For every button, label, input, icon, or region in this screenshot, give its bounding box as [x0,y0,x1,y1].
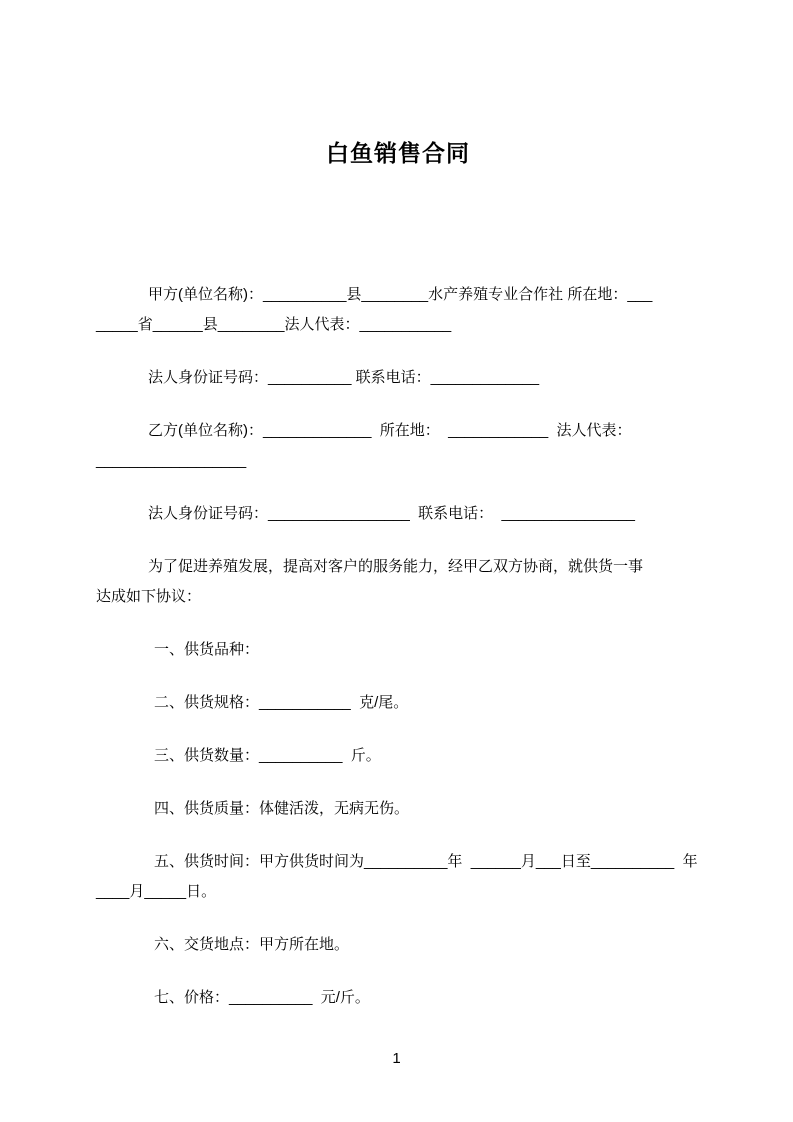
document-title: 白鱼销售合同 [326,140,470,166]
text-line: 甲方(单位名称)：__________县________水产养殖专业合作社 所在地：___ [148,286,653,303]
paragraph-party-b [96,416,700,476]
text-line: 达成如下协议： [96,588,202,605]
clause-2-spec [96,688,700,718]
text-line: 七、价格：__________ 元/斤。 [154,989,370,1006]
clause-6-place [96,930,700,960]
text-line: __________________ [96,452,247,469]
paragraph-party-a [96,280,700,340]
page-number: 1 [392,1050,401,1067]
text-line: 五、供货时间：甲方供货时间为__________年 ______月___日至__________ 年 [154,853,698,870]
text-line: 六、交货地点：甲方所在地。 [154,936,350,953]
clause-3-quantity [96,741,700,771]
text-line: 乙方(单位名称)：_____________ 所在地： ____________ 法人代表： [148,422,632,439]
text-line: 三、供货数量：__________ 斤。 [154,747,381,764]
clause-1-variety [96,635,700,665]
paragraph-party-b-id [96,499,700,529]
clause-4-quality [96,794,700,824]
text-line: 为了促进养殖发展，提高对客户的服务能力，经甲乙双方协商，就供货一事 [148,558,644,575]
text-line: 一、供货品种： [154,641,260,658]
text-line: 四、供货质量：体健活泼，无病无伤。 [154,800,410,817]
paragraph-party-a-id [96,363,700,393]
text-line: 法人身份证号码：__________ 联系电话：_____________ [148,369,540,386]
text-line: 法人身份证号码：_________________ 联系电话： ________________ [148,505,635,522]
clause-7-price [96,983,700,1013]
clause-5-time [96,847,700,907]
text-line: 二、供货规格：___________ 克/尾。 [154,694,409,711]
paragraph-preamble [96,552,700,612]
text-line: _____省______县________法人代表：___________ [96,316,452,333]
text-line: ____月_____日。 [96,883,217,900]
